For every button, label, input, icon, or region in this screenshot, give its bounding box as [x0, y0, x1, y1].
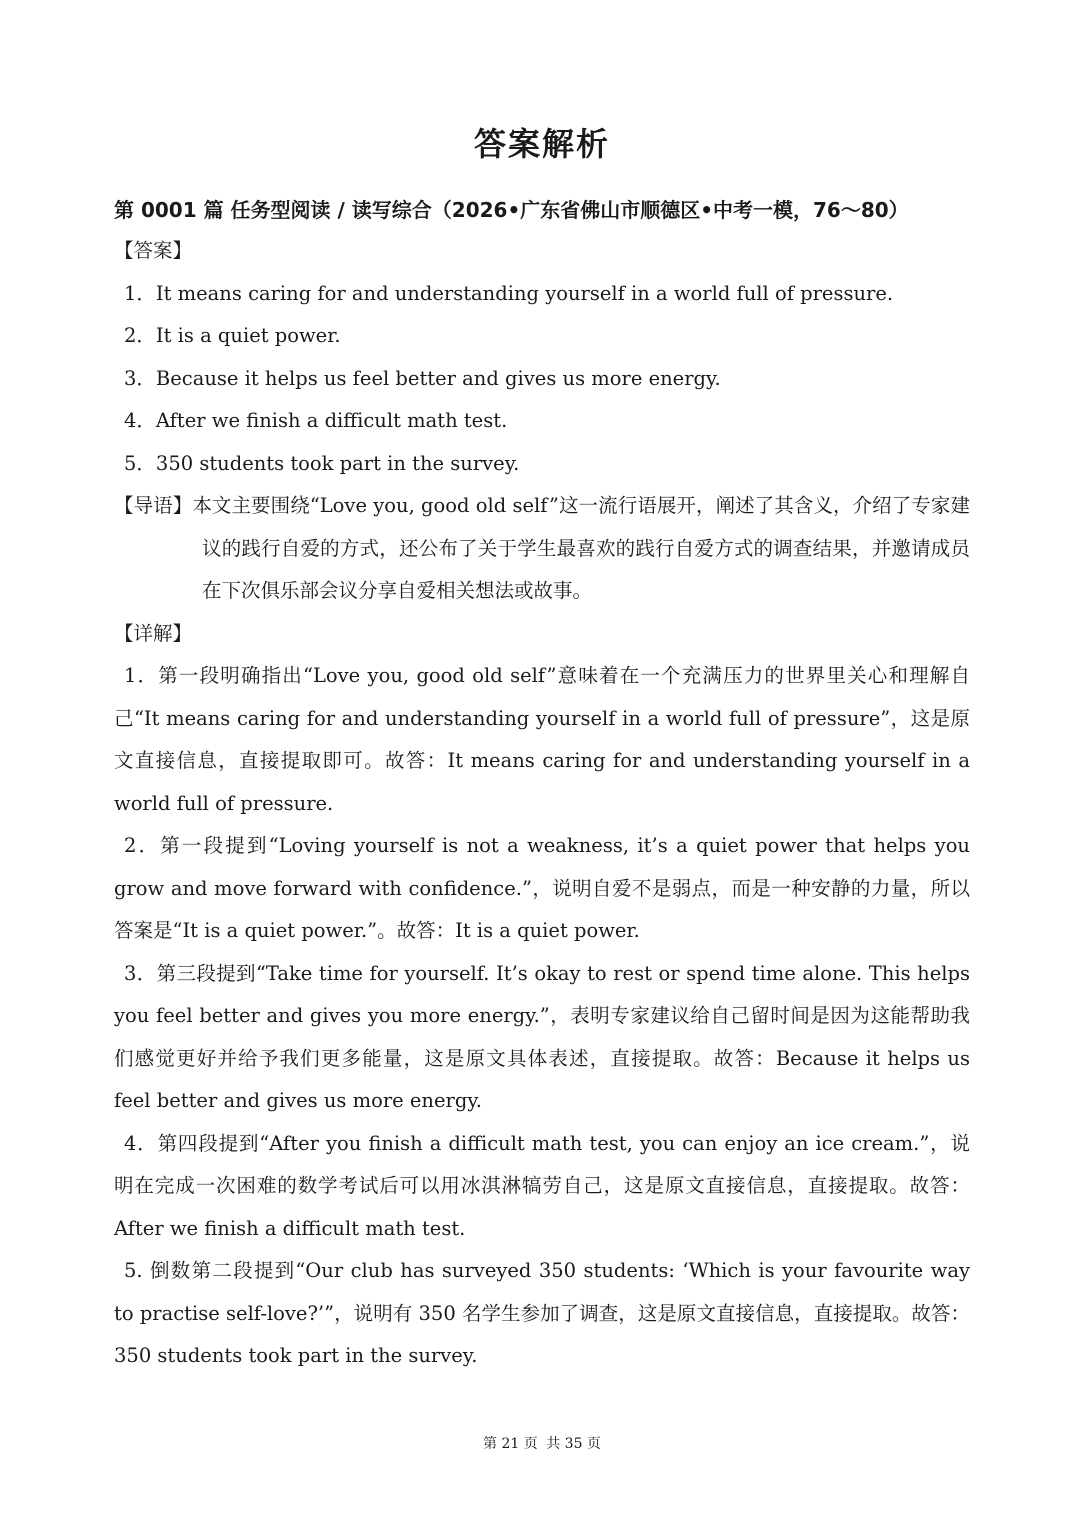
detail-paragraph: 3．第三段提到“Take time for yourself. It’s okay to rest or spend time alone. This helps you feel better and gives you more energy.”，表明专家建议给自己留时间是因为这能帮助我们感觉更好并给予我们更多能量，这是原文具体表述，直接提取。故答：Because it helps us feel better and gives us more energy.: [114, 961, 970, 1112]
content-body: [114, 230, 970, 1378]
detail-paragraph: 2．第一段提到“Loving yourself is not a weakness, it’s a quiet power that helps you grow and move forward with confidence.”，说明自爱不是弱点，而是一种安静的力量，所以答案是“It is a quiet power.”。故答：It is a quiet power.: [114, 834, 970, 942]
answer-item: 3．Because it helps us feel better and gives us more energy.: [124, 366, 721, 390]
question-heading: 第 0001 篇 任务型阅读 / 读写综合（2026•广东省佛山市顺德区•中考一模，76～80）: [114, 198, 909, 222]
page-number: 第 21 页: [483, 1436, 538, 1452]
intro-paragraph: [114, 485, 970, 613]
page-total: 共 35 页: [546, 1436, 601, 1452]
answer-list: [114, 273, 970, 486]
detail-list: [114, 655, 970, 1378]
answer-item: 2．It is a quiet power.: [124, 324, 341, 347]
document-page: [114, 0, 970, 1527]
detail-paragraph: 1．第一段明确指出“Love you, good old self”意味着在一个充满压力的世界里关心和理解自己“It means caring for and understanding yourself in a world full of pressure”，这是原文直接信息，直接提取即可。故答：It means caring for and understanding yourself in a world full of pressure.: [114, 664, 970, 815]
intro-text: 本文主要围绕“Love you, good old self”这一流行语展开，阐述了其含义，介绍了专家建议的践行自爱的方式，还公布了关于学生最喜欢的践行自爱方式的调查结果，并邀请成员在下次俱乐部会议分享自爱相关想法或故事。: [192, 494, 970, 602]
answer-item: 5．350 students took part in the survey.: [124, 451, 520, 475]
detail-label: 【详解】: [114, 621, 193, 645]
page-footer: [114, 1433, 970, 1455]
intro-label: 【导语】: [114, 494, 193, 517]
detail-paragraph: 5. 倒数第二段提到“Our club has surveyed 350 students: ‘Which is your favourite way to practise self-love?’”，说明有 350 名学生参加了调查，这是原文直接信息，直接提取。故答：350 students took part in the survey.: [114, 1259, 970, 1367]
detail-paragraph: 4．第四段提到“After you finish a difficult math test, you can enjoy an ice cream.”，说明在完成一次困难的数学考试后可以用冰淇淋犒劳自己，这是原文直接信息，直接提取。故答：After we finish a difficult math test.: [114, 1131, 970, 1240]
answer-label: 【答案】: [114, 239, 193, 262]
answer-item: 1．It means caring for and understanding yourself in a world full of pressure.: [124, 281, 894, 305]
page-title: 答案解析: [473, 125, 610, 163]
answer-item: 4．After we finish a difficult math test.: [124, 409, 508, 432]
